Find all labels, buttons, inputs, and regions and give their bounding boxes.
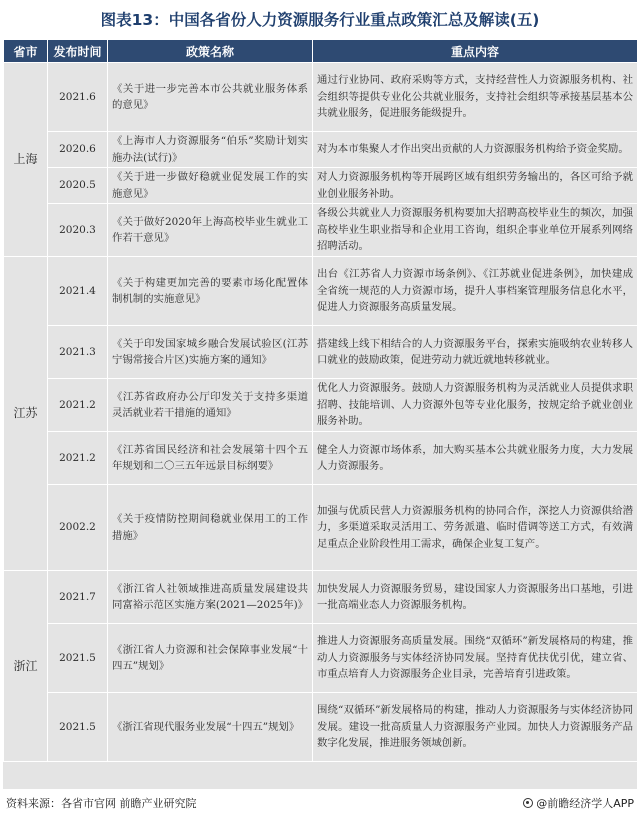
date-cell: 2021.3: [48, 326, 108, 379]
province-cell: 浙江: [4, 571, 48, 762]
date-cell: 2020.3: [48, 204, 108, 257]
content-cell: 出台《江苏省人力资源市场条例》、《江苏就业促进条例》，加快建成全省统一规范的人力资源市场，提升人事档案管理服务信息化水平，促进人力资源服务高质量发展。: [313, 257, 638, 326]
date-cell: 2021.2: [48, 379, 108, 432]
content-cell: 围绕“双循环”新发展格局的构建，推动人力资源服务与实体经济协同发展。建设一批高质量人力资源服务产业园。加快人力资源服务产品数字化发展，推进服务领域创新。: [313, 693, 638, 762]
table-row: [4, 432, 638, 485]
date-cell: 2021.5: [48, 693, 108, 762]
content-cell: 对人力资源服务机构等开展跨区域有组织劳务输出的，各区可给予就业创业服务补助。: [313, 168, 638, 204]
date-cell: 2020.6: [48, 132, 108, 168]
province-cell: 上海: [4, 63, 48, 257]
table-row: [4, 571, 638, 624]
header-province: 省市: [4, 40, 48, 63]
brand-attribution: [523, 795, 634, 813]
content-cell: 加快发展人力资源服务贸易，建设国家人力资源服务出口基地，引进一批高端业态人力资源服务机构。: [313, 571, 638, 624]
chart-title: 图表13：中国各省份人力资源服务行业重点政策汇总及解读(五): [100, 11, 540, 29]
policy-cell: 《关于疫情防控期间稳就业保用工的工作措施》: [108, 485, 313, 571]
table-row: [4, 693, 638, 762]
content-cell: 通过行业协同、政府采购等方式，支持经营性人力资源服务机构、社会组织等提供专业化公共就业服务，支持社会组织等承接基层基本公共就业服务，促进服务能级提升。: [313, 63, 638, 132]
policy-cell: 《浙江省人社领域推进高质量发展建设共同富裕示范区实施方案(2021—2025年)》: [108, 571, 313, 624]
content-cell: 优化人力资源服务。鼓励人力资源服务机构为灵活就业人员提供求职招聘、技能培训、人力资源外包等专业化服务，按规定给予就业创业服务补助。: [313, 379, 638, 432]
table-row: [4, 485, 638, 571]
policy-cell: 《关于构建更加完善的要素市场化配置体制机制的实施意见》: [108, 257, 313, 326]
date-cell: 2021.4: [48, 257, 108, 326]
source-note: 资料来源：各省市官网 前瞻产业研究院: [6, 797, 197, 810]
policy-cell: 《关于印发国家城乡融合发展试验区(江苏宁锡常接合片区)实施方案的通知》: [108, 326, 313, 379]
province-cell: 江苏: [4, 257, 48, 571]
table-row: [4, 326, 638, 379]
content-cell: 加强与优质民营人力资源服务机构的协同合作，深挖人力资源供给潜力，多渠道采取灵活用工、劳务派遣、临时借调等送工方式，有效满足重点企业阶段性用工需求，确保企业复工复产。: [313, 485, 638, 571]
brand-logo-icon: [523, 798, 533, 808]
table-row: [4, 257, 638, 326]
policy-cell: 《上海市人力资源服务“伯乐”奖励计划实施办法(试行)》: [108, 132, 313, 168]
table-header-row: [4, 40, 638, 63]
date-cell: 2021.6: [48, 63, 108, 132]
content-cell: 各级公共就业人力资源服务机构要加大招聘高校毕业生的频次，加强高校毕业生职业指导和企业用工咨询，组织企事业单位开展系列网络招聘活动。: [313, 204, 638, 257]
date-cell: 2021.7: [48, 571, 108, 624]
table-row: [4, 204, 638, 257]
policy-cell: 《关于进一步做好稳就业促发展工作的实施意见》: [108, 168, 313, 204]
policy-cell: 《浙江省现代服务业发展“十四五”规划》: [108, 693, 313, 762]
policy-table: [3, 39, 638, 762]
table-row: [4, 63, 638, 132]
policy-cell: 《关于做好2020年上海高校毕业生就业工作若干意见》: [108, 204, 313, 257]
table-row: [4, 379, 638, 432]
policy-cell: 《浙江省人力资源和社会保障事业发展“十四五”规划》: [108, 624, 313, 693]
policy-cell: 《关于进一步完善本市公共就业服务体系的意见》: [108, 63, 313, 132]
brand-text: @前瞻经济学人APP: [536, 797, 634, 810]
table-row: [4, 132, 638, 168]
policy-cell: 《江苏省政府办公厅印发关于支持多渠道灵活就业若干措施的通知》: [108, 379, 313, 432]
date-cell: 2021.2: [48, 432, 108, 485]
policy-cell: 《江苏省国民经济和社会发展第十四个五年规划和二〇三五年远景目标纲要》: [108, 432, 313, 485]
header-policy-name: 政策名称: [108, 40, 313, 63]
date-cell: 2002.2: [48, 485, 108, 571]
footer: [6, 795, 634, 813]
content-cell: 搭建线上线下相结合的人力资源服务平台，探索实施吸纳农业转移人口就业的鼓励政策，促进劳动力就近就地转移就业。: [313, 326, 638, 379]
content-cell: 推进人力资源服务高质量发展。围绕“双循环”新发展格局的构建，推动人力资源服务与实体经济协同发展。坚持育优扶优引优，建立省、市重点培育人力资源服务企业目录，完善培育引进政策。: [313, 624, 638, 693]
table-row: [4, 168, 638, 204]
content-cell: 健全人力资源市场体系，加大购买基本公共就业服务力度，大力发展人力资源服务。: [313, 432, 638, 485]
header-date: 发布时间: [48, 40, 108, 63]
policy-table-wrapper: [3, 39, 637, 789]
header-key-content: 重点内容: [313, 40, 638, 63]
date-cell: 2020.5: [48, 168, 108, 204]
table-row: [4, 624, 638, 693]
date-cell: 2021.5: [48, 624, 108, 693]
content-cell: 对为本市集聚人才作出突出贡献的人力资源服务机构给予资金奖励。: [313, 132, 638, 168]
